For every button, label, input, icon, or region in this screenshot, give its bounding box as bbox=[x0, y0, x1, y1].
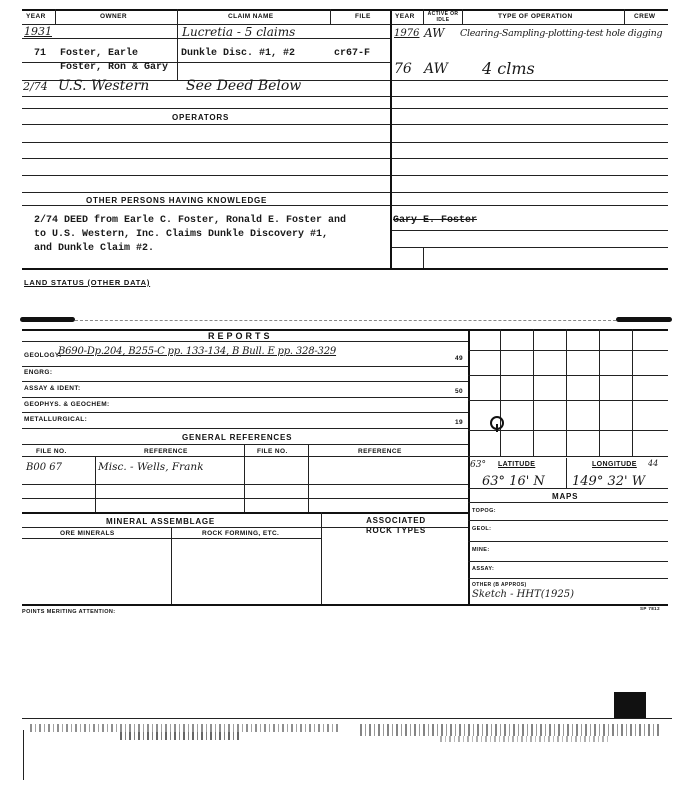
reference-header: REFERENCE bbox=[144, 448, 188, 455]
deed-line: to U.S. Western, Inc. Claims Dunkle Discovery #1, bbox=[34, 229, 329, 240]
reference-header: REFERENCE bbox=[358, 448, 402, 455]
metallurgical-number: 19 bbox=[455, 419, 464, 426]
header-year-2: YEAR bbox=[395, 13, 415, 20]
operation-type: Clearing-Sampling-plotting-test hole digging bbox=[460, 28, 663, 39]
other-persons-heading: OTHER PERSONS HAVING KNOWLEDGE bbox=[86, 196, 268, 205]
general-references-title: GENERAL REFERENCES bbox=[182, 433, 293, 442]
assay-number: 50 bbox=[455, 388, 464, 395]
topog-label: TOPOG: bbox=[472, 508, 496, 514]
associated-rock-types-header: ASSOCIATED ROCK TYPES bbox=[365, 516, 426, 535]
operation-year: 1976 bbox=[394, 28, 420, 39]
other-map-label: OTHER (B APPROS) bbox=[472, 582, 527, 588]
deed-line: 2/74 DEED from Earle C. Foster, Ronald E. Foster and bbox=[34, 215, 347, 226]
geology-value: B690-Dp.204, B255-C pp. 133-134, B Bull. E pp. 328-329 bbox=[58, 346, 337, 357]
file-no-header: FILE NO. bbox=[257, 448, 288, 455]
other-map-value: Sketch - HHT(1925) bbox=[472, 589, 574, 600]
latitude-label: LATITUDE bbox=[498, 461, 536, 468]
geology-label: GEOLOGY: bbox=[24, 352, 62, 359]
longitude-label: LONGITUDE bbox=[592, 461, 637, 468]
reference-file-no: B00 67 bbox=[26, 462, 62, 473]
scan-edge-strip bbox=[20, 317, 672, 323]
rock-forming-header: ROCK FORMING, ETC. bbox=[202, 530, 280, 537]
geol-label: GEOL: bbox=[472, 526, 492, 532]
longitude-note: 44 bbox=[648, 459, 659, 468]
operators-heading: OPERATORS bbox=[172, 113, 230, 122]
header-type-of-operation: TYPE OF OPERATION bbox=[498, 13, 573, 20]
operation-type: 4 clms bbox=[482, 59, 535, 78]
assay-map-label: ASSAY: bbox=[472, 566, 495, 572]
row-owner: U.S. Western bbox=[58, 78, 150, 94]
header-owner: OWNER bbox=[100, 13, 127, 20]
deed-struck-name: Gary E. Foster bbox=[393, 215, 478, 226]
operation-status: AW bbox=[424, 61, 448, 77]
geology-number: 49 bbox=[455, 355, 464, 362]
row-year: 2/74 bbox=[23, 80, 48, 93]
latitude-prefix: 63° bbox=[470, 460, 486, 470]
row-owner: Foster, Earle bbox=[60, 48, 139, 59]
row-owner: Foster, Ron & Gary bbox=[60, 62, 169, 73]
longitude-value: 149° 32' W bbox=[572, 474, 646, 489]
header-crew: CREW bbox=[634, 13, 656, 20]
ore-minerals-header: ORE MINERALS bbox=[60, 530, 115, 537]
latitude-value: 63° 16' N bbox=[482, 474, 545, 489]
form-number: SP 7812 bbox=[640, 606, 660, 611]
reference-entry: Misc. - Wells, Frank bbox=[98, 461, 204, 473]
mineral-assemblage-title: MINERAL ASSEMBLAGE bbox=[106, 517, 216, 526]
metallurgical-label: METALLURGICAL: bbox=[24, 416, 88, 423]
row-year: 1931 bbox=[24, 25, 52, 38]
points-meriting-attention: POINTS MERITING ATTENTION: bbox=[22, 609, 116, 615]
header-active-or-idle: ACTIVE OR IDLE bbox=[427, 11, 459, 23]
operation-year: 76 bbox=[394, 61, 412, 77]
row-claim-name: See Deed Below bbox=[186, 78, 302, 94]
land-status-heading: LAND STATUS (OTHER DATA) bbox=[24, 278, 151, 287]
assay-ident-label: ASSAY & IDENT: bbox=[24, 385, 81, 392]
maps-label: MAPS bbox=[552, 492, 579, 501]
geophys-label: GEOPHYS. & GEOCHEM: bbox=[24, 401, 110, 408]
header-file: FILE bbox=[355, 13, 371, 20]
row-claim-name: Lucretia - 5 claims bbox=[182, 25, 296, 39]
deed-line: and Dunkle Claim #2. bbox=[34, 243, 155, 254]
file-no-header: FILE NO. bbox=[36, 448, 67, 455]
reports-title: REPORTS bbox=[208, 331, 273, 341]
row-file: cr67-F bbox=[334, 48, 371, 59]
header-claim-name: CLAIM NAME bbox=[228, 13, 274, 20]
mine-label: MINE: bbox=[472, 547, 490, 553]
location-marker-tick bbox=[496, 424, 498, 432]
engrg-label: ENGRG: bbox=[24, 369, 53, 376]
row-claim-name: Dunkle Disc. #1, #2 bbox=[181, 48, 296, 59]
header-year: YEAR bbox=[26, 13, 46, 20]
row-year: 71 bbox=[34, 48, 47, 59]
operation-status: AW bbox=[424, 26, 445, 40]
